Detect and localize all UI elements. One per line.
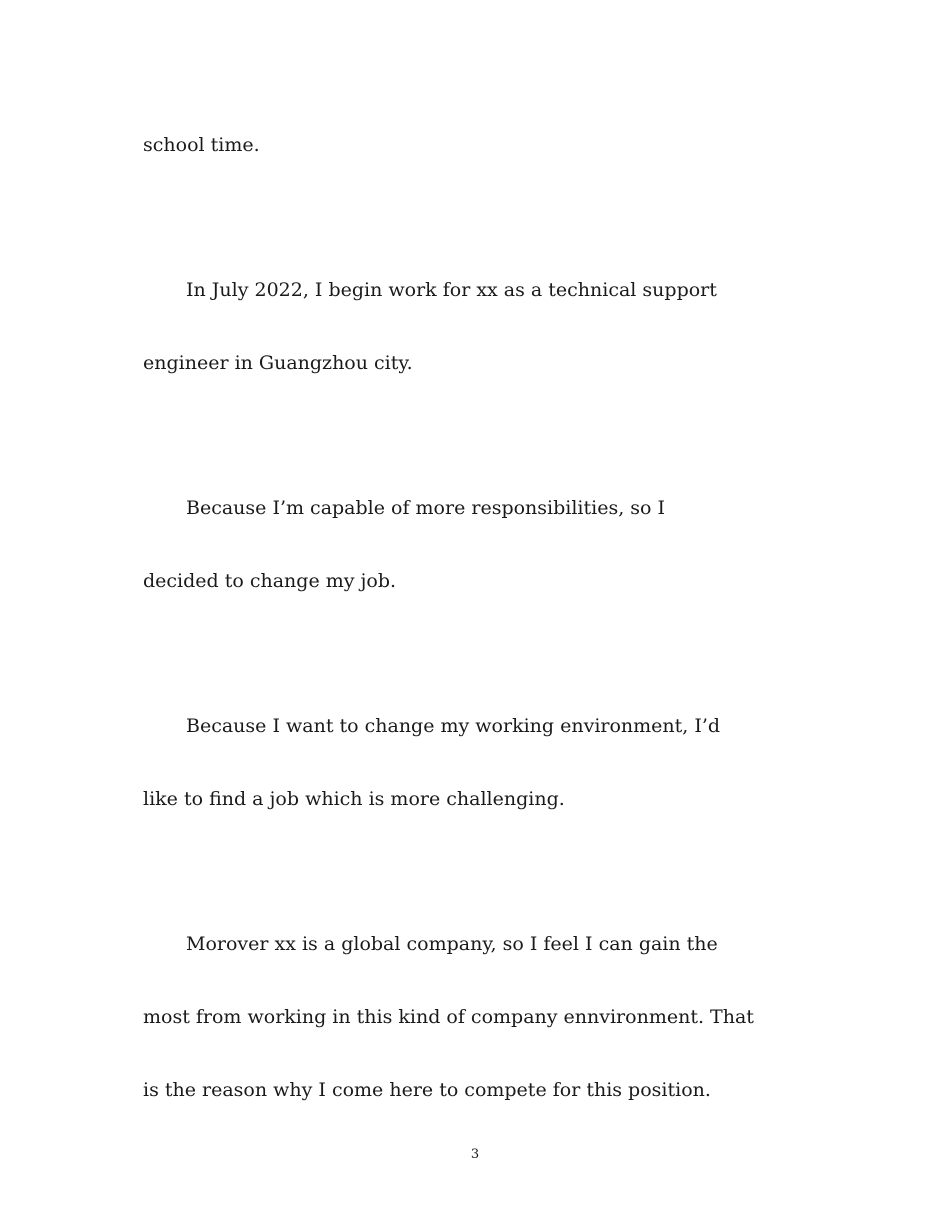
paragraph-2-line-1: In July 2022, I begin work for xx as a technical support <box>186 279 717 301</box>
paragraph-5-line-3: is the reason why I come here to compete for this position. <box>143 1079 711 1101</box>
paragraph-1-line-1: school time. <box>143 134 260 156</box>
paragraph-5-line-1: Morover xx is a global company, so I feel I can gain the <box>186 933 718 955</box>
paragraph-2-line-2: engineer in Guangzhou city. <box>143 352 413 374</box>
page-number: 3 <box>470 1147 480 1162</box>
paragraph-3-line-1: Because I’m capable of more responsibilities, so I <box>186 497 666 519</box>
paragraph-5-line-2: most from working in this kind of company ennvironment. That <box>143 1006 754 1028</box>
paragraph-3-line-2: decided to change my job. <box>143 570 397 592</box>
paragraph-4-line-2: like to find a job which is more challenging. <box>143 788 565 810</box>
paragraph-4-line-1: Because I want to change my working environment, I’d <box>186 715 721 737</box>
